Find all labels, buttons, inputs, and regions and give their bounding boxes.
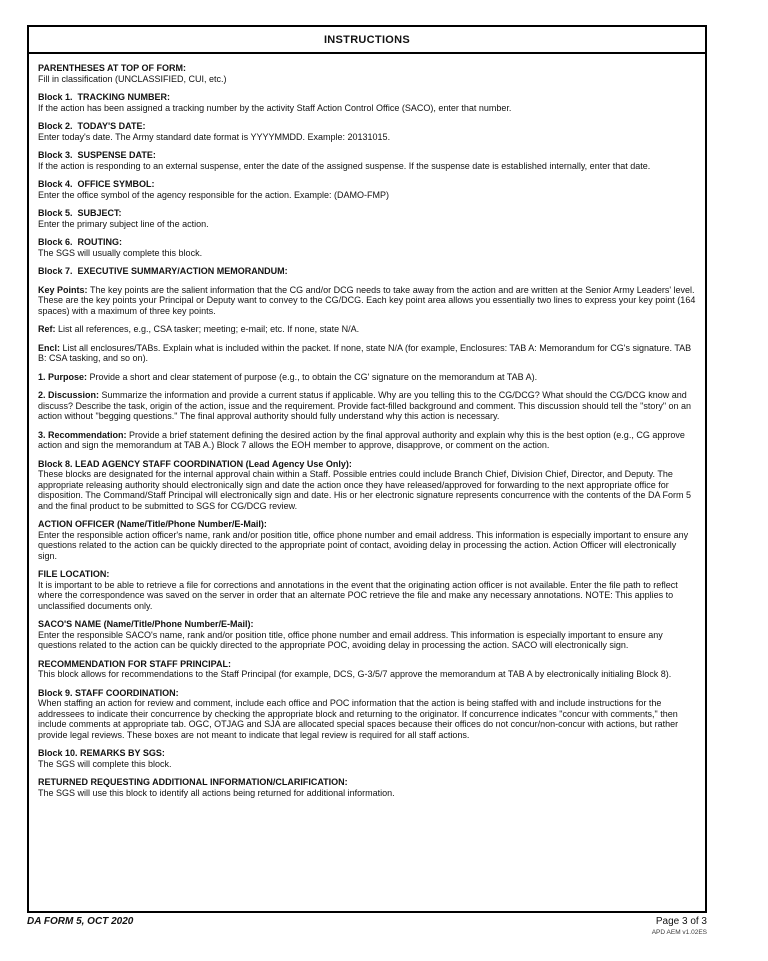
section-heading: Block 10. REMARKS BY SGS:: [38, 748, 165, 758]
instruction-section: [38, 390, 696, 422]
section-paragraph: 2. Discussion: Summarize the information and provide a current status if applicable. Why are you telling this to the CG/DCG? What should the CG/DCG know and discuss? Describe the task, origin of the action, issue and the requirement. Provide fact-filled background and comment. This discussion should tell the "story" on an action without "begging questions." The final approval authority should fully understand why this action is necessary.: [38, 390, 692, 421]
instruction-section: [38, 619, 696, 651]
section-paragraph: If the action has been assigned a tracking number by the activity Staff Action Control Office (SACO), enter that number.: [38, 102, 512, 113]
footer-right-block: [652, 916, 707, 936]
section-paragraph: Enter today's date. The Army standard date format is YYYYMMDD. Example: 20131015.: [38, 131, 391, 142]
paragraph-label: Key Points:: [38, 284, 91, 295]
section-heading: Block 3. SUSPENSE DATE:: [38, 150, 156, 160]
form-number-label: DA FORM 5, OCT 2020: [27, 916, 134, 927]
section-paragraph: Enter the office symbol of the agency responsible for the action. Example: (DAMO-FMP): [38, 189, 389, 200]
section-paragraph: 3. Recommendation: Provide a brief statement defining the desired action by the final approval authority and explain why this is the best option (e.g., CG approve action and sign the memorandum at TAB A.) Block 7 allows the EOH member to approve, disapprove, or comment on the action.: [38, 429, 685, 450]
section-heading: Block 6. ROUTING:: [38, 237, 123, 247]
instructions-form-box: [27, 25, 707, 913]
paragraph-label: 3. Recommendation:: [38, 429, 130, 440]
section-paragraph: 1. Purpose: Provide a short and clear statement of purpose (e.g., to obtain the CG' signature on the memorandum at TAB A).: [38, 371, 538, 382]
paragraph-label: Ref:: [38, 324, 58, 334]
instruction-section: [38, 430, 696, 451]
section-heading: RETURNED REQUESTING ADDITIONAL INFORMATION/CLARIFICATION:: [38, 777, 348, 787]
section-paragraph: Enter the primary subject line of the action.: [38, 218, 209, 229]
section-paragraph: Enter the responsible SACO's name, rank and/or position title, office phone number and email address. This information is especially important to ensure any questions related to the action can be quickly directed to the appropriate POC, avoiding delay in processing the action. SACO will electronically sign.: [38, 629, 663, 650]
paragraph-label: Encl:: [38, 342, 63, 353]
section-paragraph: Enter the responsible action officer's name, rank and/or position title, office phone number and email address. This information is especially important to ensure any questions related to the action can be quickly directed to the appropriate point of contact, avoiding delay in processing the action. Action Officer will electronically sign.: [38, 529, 689, 561]
instruction-section: [38, 121, 696, 142]
instruction-section: [38, 659, 696, 680]
section-heading: Block 9. STAFF COORDINATION:: [38, 687, 179, 698]
instruction-section: [38, 372, 696, 383]
instruction-section: [38, 63, 696, 84]
instructions-body: [29, 54, 705, 798]
section-heading: FILE LOCATION:: [38, 569, 110, 579]
paragraph-label: 1. Purpose:: [38, 371, 90, 382]
section-heading: Block 7. EXECUTIVE SUMMARY/ACTION MEMORANDUM:: [38, 266, 288, 276]
section-paragraph: These blocks are designated for the internal approval chain within a Staff. Possible entries could include Branch Chief, Division Chief, Director, and Deputy. The appropriate releasing authority should electronically sign and date the action once they have released/approved for forwarding to the next appropriate office for disposition. The Command/Staff Principal will electronically sign and date. His or her electronic signature represents concurrence with the contents of the DA Form 5 and the final product to be submitted to SGS for CG/DCG review.: [38, 469, 691, 511]
section-paragraph: Key Points: The key points are the salient information that the CG and/or DCG needs to take away from the action and are written at the Senior Army Leaders' level. These are the key points your Principal or Deputy want to convey to the CG/DCG. Each key point area allows you essentially two lines to express your key point (164 spaces) with a maximum of three key points.: [38, 284, 696, 316]
instruction-section: [38, 569, 696, 611]
paragraph-label: 2. Discussion:: [38, 390, 102, 400]
instructions-header: [29, 27, 705, 54]
instruction-section: [38, 208, 696, 229]
instruction-section: [38, 519, 696, 561]
page-number-label: Page 3 of 3: [655, 916, 707, 927]
instruction-section: [38, 324, 696, 335]
instructions-title: INSTRUCTIONS: [323, 33, 411, 46]
section-paragraph: The SGS will usually complete this block.: [38, 247, 203, 258]
instruction-section: [38, 459, 696, 512]
section-heading: RECOMMENDATION FOR STAFF PRINCIPAL:: [38, 658, 231, 669]
section-paragraph: If the action is responding to an external suspense, enter the date of the assigned suspense. If the suspense date is established internally, enter that date.: [38, 160, 651, 171]
section-paragraph: When staffing an action for review and comment, include each office and POC information that the action is being staffed with and include instructions for the addressees to indicate their concurrence by checking the appropriate block and returning to the originator. If concurrence indicates "concur with comments," then include comments at appropriate tab. OGC, OTJAG and SJA are allocated special spaces because their offices do not concur/non-concur with actions, but rather provide legal reviews. These boxes are not meant to indicate that legal review is required for all staff actions.: [38, 698, 679, 740]
instruction-section: [38, 688, 696, 741]
instruction-section: [38, 777, 696, 798]
section-heading: ACTION OFFICER (Name/Title/Phone Number/E-Mail):: [38, 519, 267, 529]
section-heading: Block 8. LEAD AGENCY STAFF COORDINATION (Lead Agency Use Only):: [38, 458, 352, 469]
section-paragraph: It is important to be able to retrieve a file for corrections and annotations in the event that the originating action officer is not available. Enter the file path to reflect where the correspondence was saved on the server in order that an alternate POC retrieve the file and make any necessary annotations. NOTE: This applies to unclassified documents only.: [38, 579, 678, 611]
section-heading: Block 5. SUBJECT:: [38, 208, 122, 218]
instruction-section: [38, 150, 696, 171]
instruction-section: [38, 266, 696, 277]
instruction-section: [38, 748, 696, 769]
section-paragraph: Fill in classification (UNCLASSIFIED, CUI, etc.): [38, 73, 227, 84]
instruction-section: [38, 92, 696, 113]
instruction-section: [38, 237, 696, 258]
section-heading: PARENTHESES AT TOP OF FORM:: [38, 63, 187, 73]
apd-version-label: APD AEM v1.02ES: [651, 929, 707, 936]
section-paragraph: Ref: List all references, e.g., CSA tasker; meeting; e-mail; etc. If none, state N/A.: [38, 324, 360, 334]
instruction-section: [38, 179, 696, 200]
section-paragraph: This block allows for recommendations to the Staff Principal (for example, DCS, G-3/5/7 approve the memorandum at TAB A by electronically initialing Block 8).: [38, 669, 672, 679]
section-heading: Block 2. TODAY'S DATE:: [38, 121, 146, 131]
section-paragraph: The SGS will complete this block.: [38, 758, 172, 769]
section-heading: Block 4. OFFICE SYMBOL:: [38, 179, 155, 189]
section-paragraph: Encl: List all enclosures/TABs. Explain what is included within the packet. If none, state N/A (for example, Enclosures: TAB A: Memorandum for CG's signature. TAB B: CSA tasking, and so on).: [38, 342, 692, 363]
instruction-section: [38, 285, 696, 317]
section-heading: Block 1. TRACKING NUMBER:: [38, 92, 171, 102]
instruction-section: [38, 343, 696, 364]
section-heading: SACO'S NAME (Name/Title/Phone Number/E-Mail):: [38, 619, 254, 629]
section-paragraph: The SGS will use this block to identify all actions being returned for additional information.: [38, 787, 395, 798]
